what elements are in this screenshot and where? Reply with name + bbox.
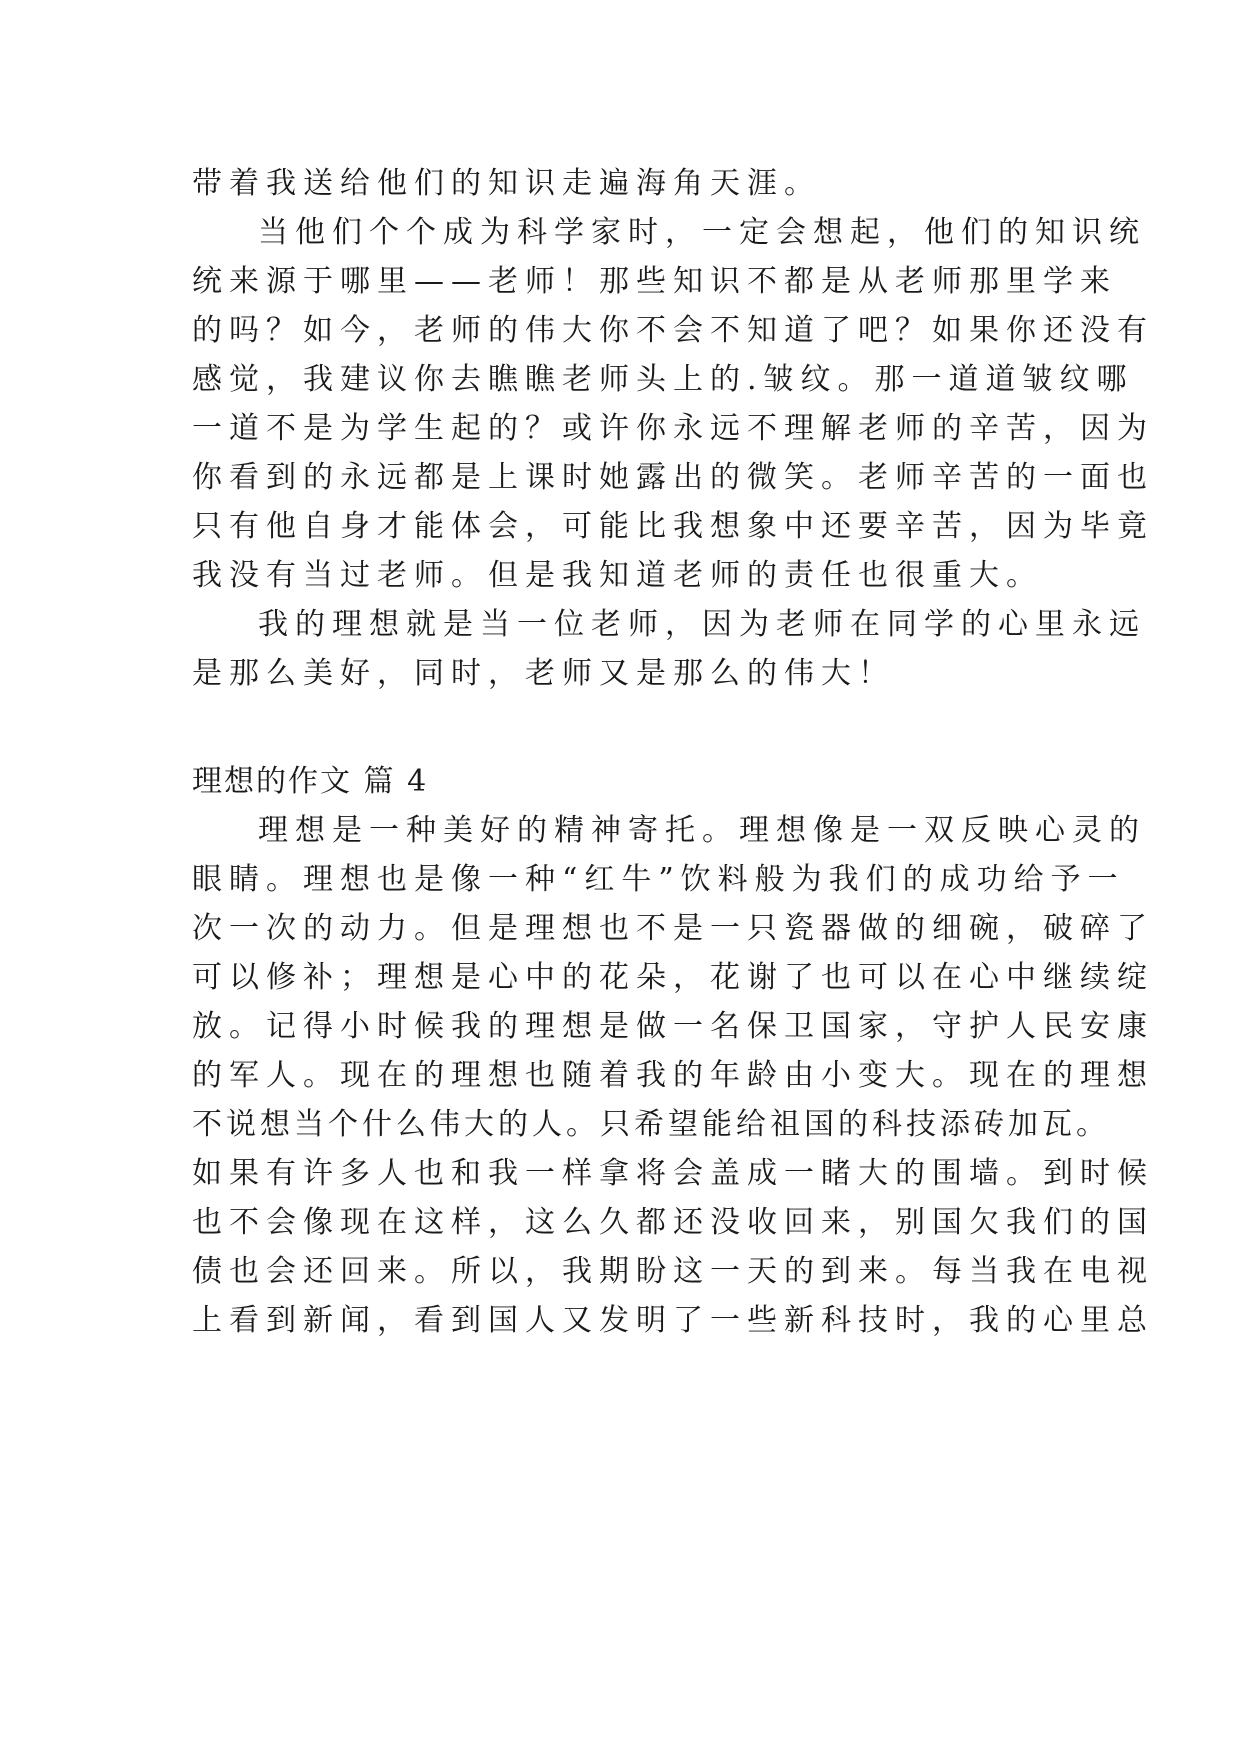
paragraph-line: 理想是一种美好的精神寄托。理想像是一双反映心灵的 (258, 813, 1146, 848)
paragraph-line: 感觉，我建议你去瞧瞧老师头上的.皱纹。那一道道皱纹哪 (192, 362, 1134, 397)
paragraph-line: 当他们个个成为科学家时，一定会想起，他们的知识统 (258, 215, 1146, 250)
paragraph-line: 如果有许多人也和我一样拿将会盖成一睹大的围墙。到时候 (192, 1156, 1154, 1191)
paragraph-line: 不说想当个什么伟大的人。只希望能给祖国的科技添砖加瓦。 (192, 1107, 1110, 1142)
paragraph-line: 你看到的永远都是上课时她露出的微笑。老师辛苦的一面也 (192, 460, 1154, 495)
paragraph-line: 带着我送给他们的知识走遍海角天涯。 (192, 166, 821, 201)
paragraph-line: 只有他自身才能体会，可能比我想象中还要辛苦，因为毕竟 (192, 509, 1154, 544)
paragraph-line: 我没有当过老师。但是我知道老师的责任也很重大。 (192, 558, 1043, 593)
paragraph-line: 的军人。现在的理想也随着我的年龄由小变大。现在的理想 (192, 1058, 1154, 1093)
paragraph-line: 放。记得小时候我的理想是做一名保卫国家，守护人民安康 (192, 1009, 1154, 1044)
paragraph-line: 上看到新闻，看到国人又发明了一些新科技时，我的心里总 (192, 1303, 1154, 1338)
paragraph-line: 我的理想就是当一位老师，因为老师在同学的心里永远 (258, 607, 1146, 642)
paragraph-line: 的吗？如今，老师的伟大你不会不知道了吧？如果你还没有 (192, 313, 1154, 348)
paragraph-line: 统来源于哪里——老师！那些知识不都是从老师那里学来 (192, 264, 1117, 299)
paragraph-line: 眼睛。理想也是像一种“红牛”饮料般为我们的成功给予一 (192, 862, 1125, 897)
paragraph-line: 可以修补；理想是心中的花朵，花谢了也可以在心中继续绽 (192, 960, 1154, 995)
paragraph-line: 一道不是为学生起的？或许你永远不理解老师的辛苦，因为 (192, 411, 1154, 446)
paragraph-line: 是那么美好，同时，老师又是那么的伟大！ (192, 656, 895, 691)
paragraph-line: 也不会像现在这样，这么久都还没收回来，别国欠我们的国 (192, 1205, 1154, 1240)
section-title: 理想的作文 篇 4 (192, 764, 429, 799)
paragraph-line: 次一次的动力。但是理想也不是一只瓷器做的细碗，破碎了 (192, 911, 1154, 946)
paragraph-line: 债也会还回来。所以，我期盼这一天的到来。每当我在电视 (192, 1254, 1154, 1289)
